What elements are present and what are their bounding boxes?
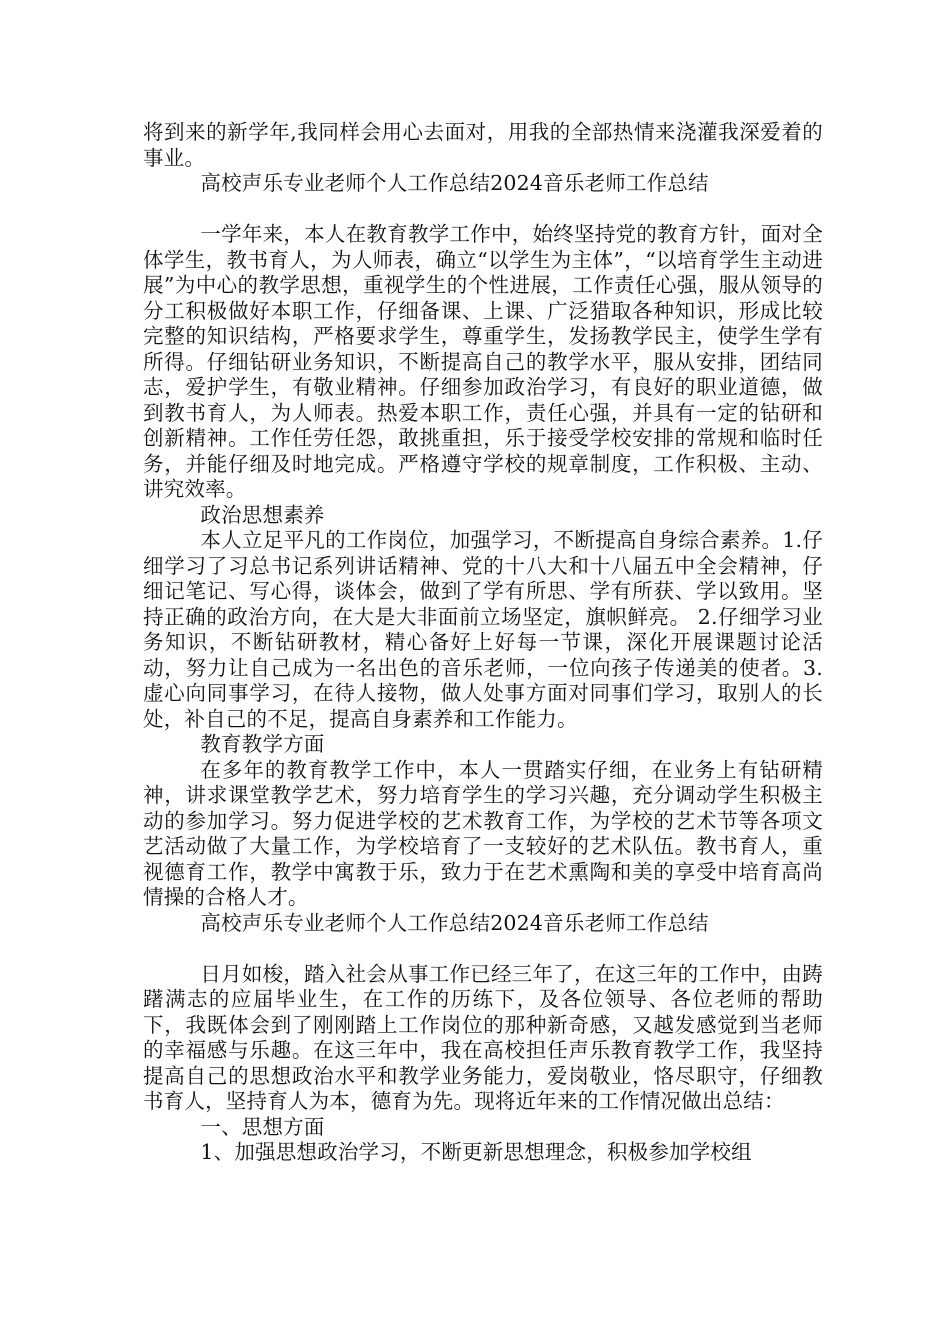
paragraph: 本人立足平凡的工作岗位，加强学习，不断提高自身综合素养。1.仔细学习了习总书记系列讲话精神、党的十八大和十八届五中全会精神，仔细记笔记、写心得，谈体会，做到了学有所思、学有所获、学以致用。坚持正确的政治方向，在大是大非面前立场坚定，旗帜鲜亮。 2.仔细学习业务知识，不断钻研教材，精心备好上好每一节课，深化开展课题讨论活动，努力让自己成为一名出色的音乐老师，一位向孩子传递美的使者。3.虚心向同事学习，在待人接物，做人处事方面对同事们学习，取别人的长处，补自己的不足，提高自身素养和工作能力。 bbox=[143, 528, 823, 731]
section-title: 高校声乐专业老师个人工作总结2024音乐老师工作总结 bbox=[200, 910, 709, 935]
paragraph: 在多年的教育教学工作中，本人一贯踏实仔细，在业务上有钻研精神，讲求课堂教学艺术，努力培育学生的学习兴趣，充分调动学生积极主动的参加学习。努力促进学校的艺术教育工作，为学校的艺术节等各项文艺活动做了大量工作，为学校培育了一支较好的艺术队伍。教书育人，重视德育工作，教学中寓教于乐，致力于在艺术熏陶和美的享受中培育高尚情操的合格人才。 bbox=[143, 757, 823, 909]
section-heading: 政治思想素养 bbox=[200, 502, 325, 527]
paragraph: 日月如梭，踏入社会从事工作已经三年了，在这三年的工作中，由踌躇满志的应届毕业生，在工作的历练下，及各位领导、各位老师的帮助下，我既体会到了刚刚踏上工作岗位的那种新奇感，又越发感觉到当老师的幸福感与乐趣。在这三年中，我在高校担任声乐教育教学工作，我坚持提高自己的思想政治水平和教学业务能力，爱岗敬业，恪尽职守，仔细教书育人，坚持育人为本，德育为先。现将近年来的工作情况做出总结： bbox=[143, 961, 823, 1113]
paragraph: 一学年来，本人在教育教学工作中，始终坚持党的教育方针，面对全体学生，教书育人，为人师表，确立“以学生为主体”，“以培育学生主动进展”为中心的教学思想，重视学生的个性进展，工作责任心强，服从领导的分工积极做好本职工作，仔细备课、上课、广泛猎取各种知识，形成比较完整的知识结构，严格要求学生，尊重学生，发扬教学民主，使学生学有所得。仔细钻研业务知识，不断提高自己的教学水平，服从安排，团结同志，爱护学生，有敬业精神。仔细参加政治学习，有良好的职业道德，做到教书育人，为人师表。热爱本职工作，责任心强，并具有一定的钻研和创新精神。工作任劳任怨，敢挑重担，乐于接受学校安排的常规和临时任务，并能仔细及时地完成。严格遵守学校的规章制度，工作积极、主动、讲究效率。 bbox=[143, 222, 823, 501]
document-body bbox=[143, 120, 823, 1166]
blank-line bbox=[143, 936, 823, 962]
section-heading: 一、思想方面 bbox=[200, 1114, 325, 1139]
section-title: 高校声乐专业老师个人工作总结2024音乐老师工作总结 bbox=[200, 171, 709, 195]
paragraph: 1、加强思想政治学习，不断更新思想理念，积极参加学校组 bbox=[200, 1140, 752, 1164]
paragraph: 将到来的新学年,我同样会用心去面对，用我的全部热情来浇灌我深爱着的事业。 bbox=[143, 120, 823, 170]
blank-line bbox=[143, 197, 823, 223]
section-heading: 教育教学方面 bbox=[200, 732, 325, 756]
